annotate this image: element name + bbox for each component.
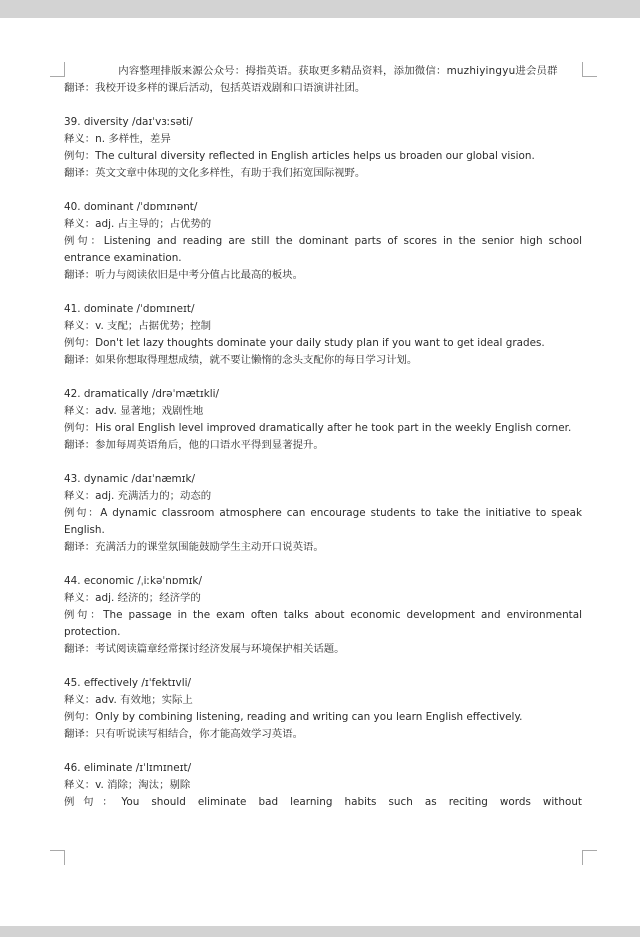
entry-translation: 翻译：参加每周英语角后，他的口语水平得到显著提升。	[64, 439, 324, 451]
spacer	[64, 454, 582, 471]
crop-mark-bottom-left	[50, 850, 65, 865]
entry-headword: 43. dynamic /daɪˈnæmɪk/	[64, 473, 196, 485]
entry-meaning: 释义：adj. 经济的；经济学的	[64, 592, 201, 604]
entry-example: 例句：Only by combining listening, reading and writing can you learn English effectively.	[64, 711, 523, 723]
entry-translation: 翻译：英文文章中体现的文化多样性，有助于我们拓宽国际视野。	[64, 167, 366, 179]
spacer	[64, 97, 582, 114]
spacer	[64, 743, 582, 760]
vocab-entry-46	[64, 760, 582, 811]
vocab-entry-42	[64, 386, 582, 454]
entry-meaning: 释义：v. 消除；淘汰；剔除	[64, 779, 191, 791]
entry-headword: 41. dominate /ˈdɒmɪneɪt/	[64, 303, 195, 315]
entry-example: 例句：His oral English level improved dramatically after he took part in the weekly English corner.	[64, 422, 572, 434]
crop-mark-top-right	[582, 62, 597, 77]
vocab-entry-41	[64, 301, 582, 369]
entry-meaning: 释义：v. 支配；占据优势；控制	[64, 320, 212, 332]
vocab-entry-45	[64, 675, 582, 743]
vocab-entry-44	[64, 573, 582, 658]
entry-example: 例句：You should eliminate bad learning habits such as reciting words without	[64, 796, 582, 808]
entry-example: 例句：Don't let lazy thoughts dominate your daily study plan if you want to get ideal grades.	[64, 337, 545, 349]
entry-headword: 40. dominant /ˈdɒmɪnənt/	[64, 201, 198, 213]
page-header: 内容整理排版来源公众号：拇指英语。获取更多精品资料，添加微信：muzhiyingyu进会员群	[118, 65, 558, 77]
entry-headword: 44. economic /ˌiːkəˈnɒmɪk/	[64, 575, 202, 587]
document-body	[64, 63, 582, 811]
entry-translation: 翻译：充满活力的课堂氛围能鼓励学生主动开口说英语。	[64, 541, 324, 553]
entry-meaning: 释义：adv. 有效地；实际上	[64, 694, 193, 706]
entry-translation: 翻译：听力与阅读依旧是中考分值占比最高的板块。	[64, 269, 303, 281]
vocab-entry-39	[64, 114, 582, 182]
entry-example: 例句：The passage in the exam often talks about economic development and environmental protection.	[64, 609, 582, 638]
entry-translation: 翻译：只有听说读写相结合，你才能高效学习英语。	[64, 728, 303, 740]
entry-meaning: 释义：adv. 显著地；戏剧性地	[64, 405, 204, 417]
top-gray-bar	[0, 0, 640, 18]
entry-headword: 45. effectively /ɪˈfektɪvli/	[64, 677, 191, 689]
vocab-entry-40	[64, 199, 582, 284]
entry-meaning: 释义：adj. 占主导的；占优势的	[64, 218, 212, 230]
entry-headword: 46. eliminate /ɪˈlɪmɪneɪt/	[64, 762, 192, 774]
entry-example: 例句：A dynamic classroom atmosphere can encourage students to take the initiative to speak English.	[64, 507, 582, 536]
spacer	[64, 658, 582, 675]
entry-headword: 39. diversity /daɪˈvɜːsəti/	[64, 116, 193, 128]
spacer	[64, 556, 582, 573]
spacer	[64, 369, 582, 386]
entry-headword: 42. dramatically /drəˈmætɪkli/	[64, 388, 219, 400]
crop-mark-top-left	[50, 62, 65, 77]
entry-meaning: 释义：n. 多样性，差异	[64, 133, 171, 145]
entry-translation: 翻译：考试阅读篇章经常探讨经济发展与环境保护相关话题。	[64, 643, 345, 655]
entry-example: 例句：The cultural diversity reflected in English articles helps us broaden our global vision.	[64, 150, 535, 162]
intro-translation: 翻译：我校开设多样的课后活动，包括英语戏剧和口语演讲社团。	[64, 82, 366, 94]
bottom-gray-bar	[0, 926, 640, 937]
crop-mark-bottom-right	[582, 850, 597, 865]
spacer	[64, 284, 582, 301]
entry-example: 例句：Listening and reading are still the dominant parts of scores in the senior high school entrance examination.	[64, 235, 582, 264]
spacer	[64, 182, 582, 199]
entry-translation: 翻译：如果你想取得理想成绩，就不要让懒惰的念头支配你的每日学习计划。	[64, 354, 418, 366]
vocab-entry-43	[64, 471, 582, 556]
entry-meaning: 释义：adj. 充满活力的；动态的	[64, 490, 212, 502]
